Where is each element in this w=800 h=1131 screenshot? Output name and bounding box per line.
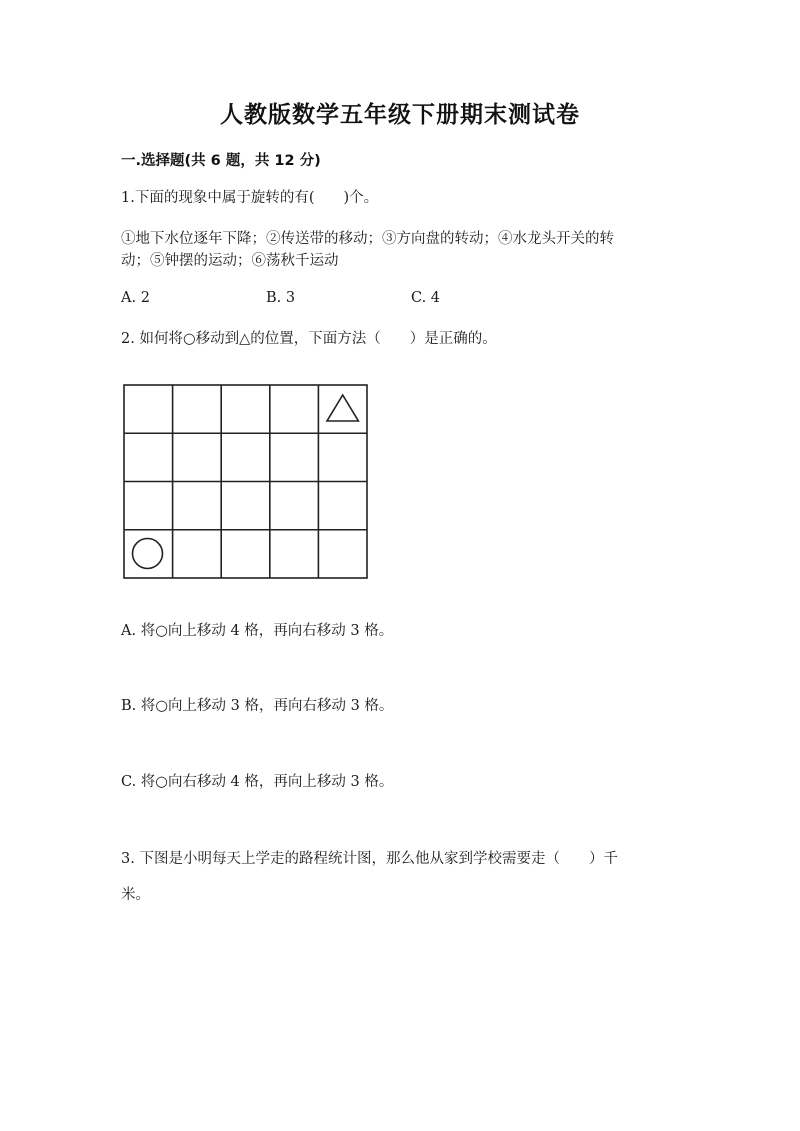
page-title: 人教版数学五年级下册期末测试卷 [220,102,580,128]
grid-figure [123,384,369,584]
question-3-stem-line-1: 3. 下图是小明每天上学走的路程统计图，那么他从家到学校需要走（ ）千 [121,851,618,867]
question-1-stem: 1.下面的现象中属于旋转的有( )个。 [121,190,379,206]
question-2-option-c: C. 将○向右移动 4 格，再向上移动 3 格。 [121,774,394,790]
question-2-option-a: A. 将○向上移动 4 格，再向右移动 3 格。 [121,623,394,639]
triangle-shape [327,395,358,421]
question-1-option-a: A. 2 [121,290,150,306]
question-1-option-c: C. 4 [411,290,441,306]
question-1-option-b: B. 3 [266,290,296,306]
grid-figure-svg [123,384,369,580]
question-3-stem-line-2: 米。 [121,887,150,903]
circle-shape [133,539,163,569]
section-heading: 一.选择题(共 6 题，共 12 分) [121,153,321,169]
question-1-context-line-1: ①地下水位逐年下降；②传送带的移动；③方向盘的转动；④水龙头开关的转 [121,231,614,247]
question-2-stem: 2. 如何将○移动到△的位置，下面方法（ ）是正确的。 [121,331,497,347]
question-2-option-b: B. 将○向上移动 3 格，再向右移动 3 格。 [121,698,394,714]
question-1-context-line-2: 动；⑤钟摆的运动；⑥荡秋千运动 [121,253,339,269]
